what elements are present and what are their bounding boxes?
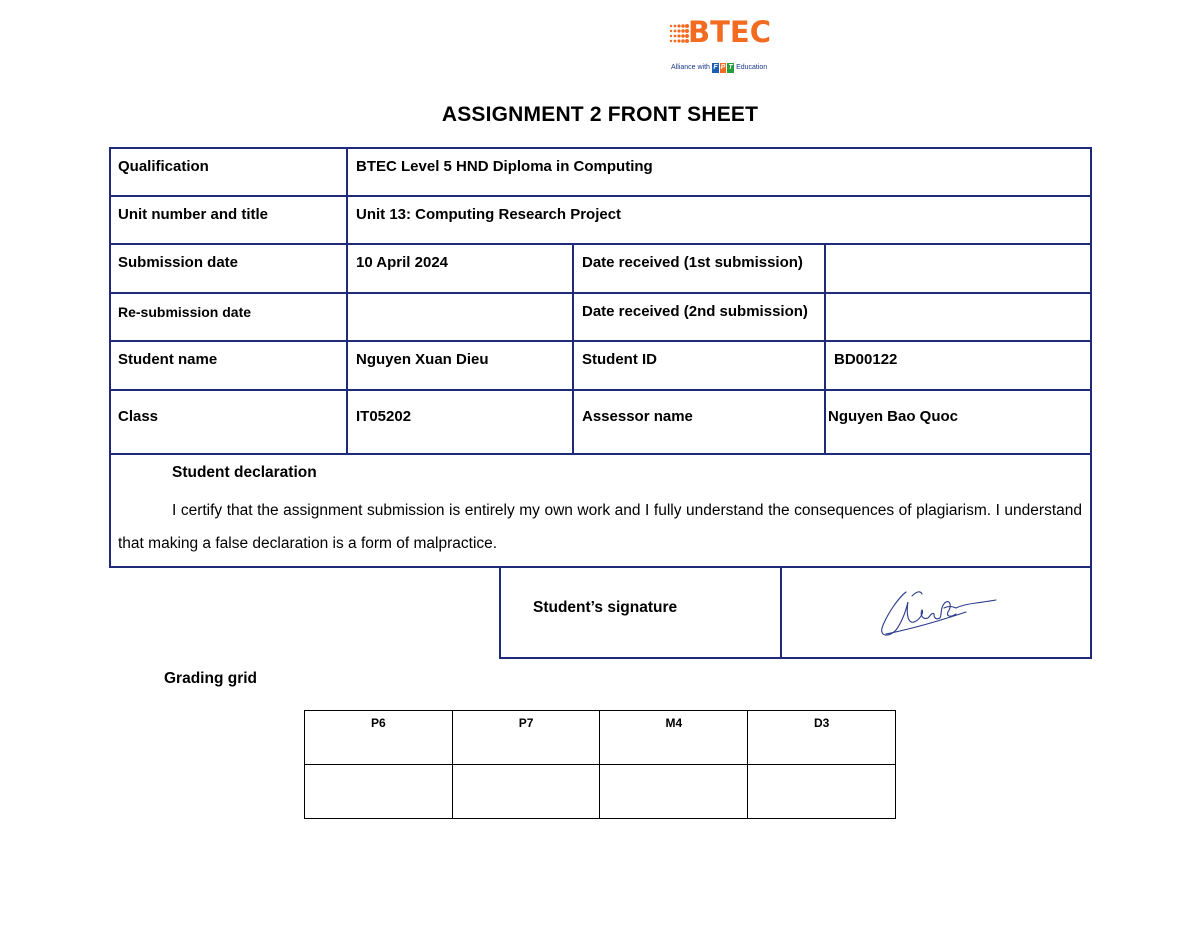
fpt-letter-t: T — [728, 64, 733, 71]
grade-value-p6 — [305, 765, 453, 819]
grade-value-p7 — [452, 765, 600, 819]
table-border — [109, 243, 1092, 245]
student-name-value: Nguyen Xuan Dieu — [356, 351, 489, 368]
fpt-letter-p: P — [720, 64, 726, 71]
table-border — [109, 566, 1092, 568]
date-received-1-label: Date received (1st submission) — [582, 254, 803, 271]
student-id-value: BD00122 — [834, 351, 898, 368]
qualification-value: BTEC Level 5 HND Diploma in Computing — [356, 158, 653, 175]
resubmission-date-label: Re-submission date — [118, 304, 252, 320]
fpt-letter-f: F — [713, 64, 718, 71]
signature-image — [876, 584, 1000, 644]
student-id-label: Student ID — [582, 351, 657, 368]
date-received-2-label: Date received (2nd submission) — [582, 303, 808, 320]
grade-header-p6: P6 — [305, 711, 453, 765]
declaration-title: Student declaration — [172, 464, 317, 481]
declaration-text: I certify that the assignment submission is entirely my own work and I fully understand the consequences of plagiarism. I understand that making a false declaration is a form of malpractice. — [118, 502, 1082, 552]
assessor-value: Nguyen Bao Quoc — [828, 408, 959, 425]
table-border — [499, 566, 501, 659]
brand-name: BTEC — [688, 15, 771, 49]
class-value: IT05202 — [356, 408, 412, 425]
grading-grid — [304, 710, 896, 819]
alliance-line — [671, 63, 767, 73]
submission-date-value: 10 April 2024 — [356, 254, 448, 271]
grade-value-d3 — [748, 765, 896, 819]
table-border — [109, 195, 1092, 197]
btec-dots-icon — [668, 20, 690, 46]
grade-header-d3: D3 — [748, 711, 896, 765]
unit-value: Unit 13: Computing Research Project — [356, 206, 622, 223]
grading-header-row — [305, 711, 896, 765]
table-border — [499, 657, 1092, 659]
assessor-label: Assessor name — [582, 408, 693, 425]
grade-header-m4: M4 — [600, 711, 748, 765]
grade-header-p7: P7 — [452, 711, 600, 765]
alliance-text: Alliance with — [671, 64, 710, 71]
unit-label: Unit number and title — [118, 206, 268, 223]
btec-logo — [668, 16, 790, 78]
grading-value-row — [305, 765, 896, 819]
grade-value-m4 — [600, 765, 748, 819]
table-border — [109, 147, 1092, 149]
education-text: Education — [736, 64, 768, 71]
table-border — [109, 453, 1092, 455]
submission-date-label: Submission date — [118, 254, 239, 271]
student-name-label: Student name — [118, 351, 218, 368]
class-label: Class — [118, 408, 159, 425]
grading-grid-label: Grading grid — [164, 670, 257, 687]
qualification-label: Qualification — [118, 158, 209, 175]
signature-label: Student’s signature — [533, 599, 678, 616]
table-border — [1090, 147, 1092, 659]
table-border — [109, 389, 1092, 391]
table-border — [109, 340, 1092, 342]
table-border — [109, 292, 1092, 294]
table-border — [780, 566, 782, 659]
page-title: ASSIGNMENT 2 FRONT SHEET — [441, 103, 759, 126]
